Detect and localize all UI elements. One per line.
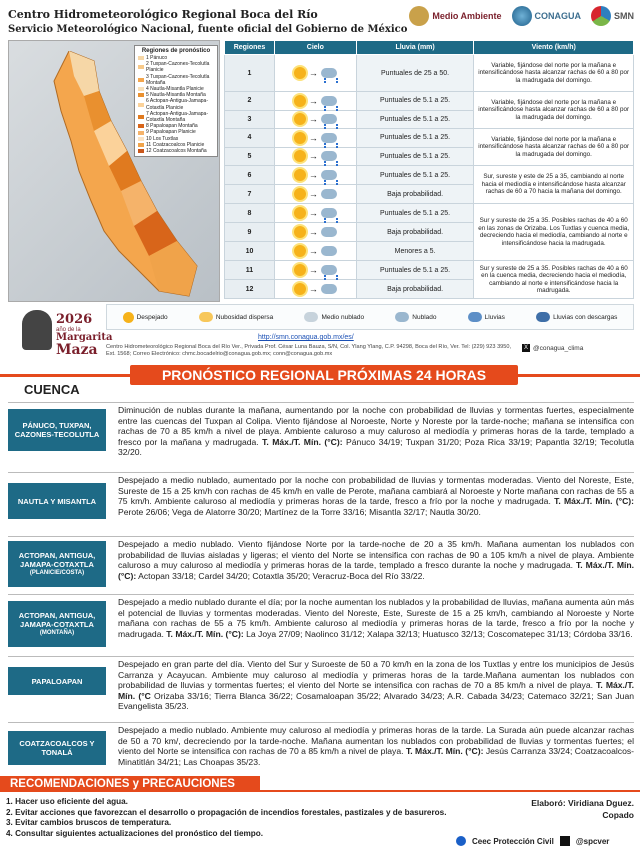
partly-cloudy-icon [304,312,318,322]
basin-label: ACTOPAN, ANTIGUA, JAMAPA-COTAXTLA (PLANICIE/COSTA) [8,541,106,587]
table-row [225,92,634,111]
arrow-right-icon: → [308,170,318,180]
legend-swatch [138,87,144,91]
legend-item: 9 Papaloapan Planicie [138,129,214,135]
rain-icon [321,68,337,78]
rain-cell: Puntuales de 5.1 a 25. [356,110,474,129]
legend-swatch [138,78,144,82]
list-item: 1. Hacer uso eficiente del agua. [6,797,128,806]
arrow-right-icon: → [308,189,318,199]
region-cell: 8 [225,204,275,223]
rain-cell: Menores a 5. [356,242,474,261]
arrow-right-icon: → [308,284,318,294]
weather-legend-item: Nubosidad dispersa [199,312,273,322]
arrow-right-icon: → [308,227,318,237]
weather-legend-item: Despejado [123,312,168,323]
basin-row [8,472,634,532]
reviewer: Copado [602,810,634,820]
table-row [225,166,634,185]
col-viento: Viento (km/h) [474,41,634,55]
rain-cell: Puntuales de 5.1 a 25. [356,261,474,280]
cloud-icon [321,227,337,237]
credits [508,797,634,821]
region-cell: 12 [225,280,275,299]
map-legend-title: Regiones de pronóstico [141,48,211,54]
address-text: Centro Hidrometeorológico Regional Boca del Río Ver., Privada Prof. César Luna Bauza, S/N, Col. Ylang Ylang, C.P. 94298, Boca del Río, Ver. Tel: (229) 923 3950, Ext. 1568; Correo Electrónico: chmc.bocadelrio@conagua.gob.mx; conn@conagua.gob.mx [106,344,512,357]
name-label-last: Maza [56,342,98,358]
legend-item: 12 Coatzacoalcos Montaña [138,148,214,154]
region-cell: 11 [225,261,275,280]
sky-cell [274,204,356,223]
social-handle[interactable]: X @conagua_clima [523,344,584,352]
rain-cell: Puntuales de 5.1 a 25. [356,166,474,185]
year-label: 2026 [56,312,93,327]
sun-icon [294,132,306,144]
legend-swatch [138,56,144,60]
legend-swatch [138,93,144,97]
x-handle[interactable]: @spcver [575,836,610,846]
legend-swatch [138,115,144,119]
wind-cell: Variable, fijándose del norte por la mañana e intensificándose hasta alcanzar rachas de 60 a 80 por la madrugada del domingo. [474,92,634,129]
rain-cell: Baja probabilidad. [356,223,474,242]
arrow-right-icon: → [308,208,318,218]
header [0,0,640,40]
forecast-table [224,40,634,299]
basin-label: PÁNUCO, TUXPAN, CAZONES-TECOLUTLA [8,409,106,451]
legend-swatch [138,137,144,141]
legend-item: 6 Actopan-Antigua-Jamapa-Cotaxtla Planicie [138,98,214,110]
wind-cell: Sur y sureste de 25 a 35. Posibles rachas de 40 a 60 en las zonas de Orizaba. Los Tuxtlas y cuenca media, decreciendo hacia el mediodía, cambiando al norte e intensificándose hacia la madrugada. [474,204,634,261]
wind-cell: Sur y sureste de 25 a 35. Posibles rachas de 40 a 60 en la cuenca media, decreciendo hacia el mediodía, cambiando al norte e intensificándose hacia la madrugada. [474,261,634,299]
basin-row [8,594,634,654]
legend-swatch [138,149,144,153]
list-item: 2. Evitar acciones que favorezcan el desarrollo o propagación de incendios forestales, pastizales y de basureros. [6,807,447,817]
rain-icon [321,151,337,161]
region-cell: 6 [225,166,275,185]
wind-cell: Sur, sureste y este de 25 a 35, cambiando al norte hacia el mediodía e intensificándose hasta alcanzar rachas de 60 a 70 hacia la mañana del domingo. [474,166,634,204]
recommendations-title: RECOMENDACIONES y PRECAUCIONES [0,776,260,792]
legend-item: 3 Tuxpan-Cazones-Tecolutla Montaña [138,74,214,86]
x-logo-icon: X [523,345,528,351]
sky-cell [274,261,356,280]
col-cielo: Cielo [274,41,356,55]
author: Elaboró: Viridiana Dguez. [531,798,634,808]
smn-logo: SMN [591,6,634,26]
basin-row [8,722,634,774]
sun-icon [294,95,306,107]
footer-social [456,836,609,846]
basin-row [8,536,634,594]
region-cell: 3 [225,110,275,129]
smn-emblem-icon [591,6,611,26]
rain-cell: Baja probabilidad. [356,280,474,299]
name-label: Margarita [56,332,113,343]
list-item: 3. Evitar cambios bruscos de temperatura. [6,818,172,827]
legend-item: 1 Pánuco [138,55,214,61]
sun-icon [294,67,306,79]
sun-icon [294,283,306,295]
col-lluvia: Lluvia (mm) [356,41,474,55]
sky-cell [274,280,356,299]
region-cell: 9 [225,223,275,242]
legend-swatch [138,103,144,107]
wind-cell: Variable, fijándose del norte por la mañana e intensificándose hasta alcanzar rachas de 60 a 80 por la madrugada del domingo. [474,129,634,166]
arrow-right-icon: → [308,114,318,125]
basin-forecast: Despejado a medio nublado, aumentado por la noche con probabilidad de lluvias y tormentas moderadas. Viento del Noreste, Este, Sureste de 15 a 25 km/h con rachas de 45 km/h en valle de Perote, mañana cambiará al Noroeste y Norte mañana con rachas de 55 a 75 km/h. Ambiente caluroso al mediodía y primeras horas de la tarde, fresco a frío por la noche y madrugada. T. Máx./T. Mín. (°C): Perote 26/06; Vega de Alatorre 30/20; Martínez de la Torre 33/16; Misantla 32/17; Nautla 30/20. [118,475,635,517]
basin-forecast: Diminución de nublas durante la mañana, aumentando por la noche con probabilidad de lluvias y tormentas fuertes, especialmente entre las cuencas del Tuxpan al Colipa. Viento fijándose al Noroeste, Norte y Noreste por la tarde-noche; mañana se intensifica con rachas de 70 a 85 km/h a nivel de playa. Ambiente caluroso a muy caluroso al mediodía y primeras horas de la tarde, templado a fresco por la mañana y madrugada. T. Máx./T. Mín. (°C): Pánuco 34/19; Tuxpan 31/20; Poza Rica 33/19; Papantla 32/19; Tecolutla 32/20. [118,405,635,457]
list-item: 4. Consultar siguientes actualizaciones del pronóstico del tiempo. [6,828,264,838]
facebook-handle[interactable]: Ceec Protección Civil [472,836,554,846]
wind-cell: Variable, fijándose del norte por la mañana e intensificándose hasta alcanzar rachas de 60 a 80 por la madrugada del domingo. [474,55,634,92]
sun-icon [294,226,306,238]
arrow-right-icon: → [308,95,318,106]
table-row [225,261,634,280]
legend-item: 5 Nautla-Misantla Montaña [138,92,214,98]
sky-cell [274,185,356,204]
region-cell: 7 [225,185,275,204]
sky-cell [274,166,356,185]
region-cell: 2 [225,92,275,111]
medio-ambiente-logo: Medio Ambiente [409,6,501,26]
arrow-right-icon: → [308,68,318,78]
sun-icon [294,207,306,219]
sky-cell [274,55,356,92]
basin-label: PAPALOAPAN [8,667,106,695]
facebook-icon [456,836,466,846]
rain-cell: Puntuales de 5.1 a 25. [356,147,474,166]
conagua-drop-icon [512,6,532,26]
sun-icon [294,113,306,125]
sun-icon [294,150,306,162]
sun-icon [123,312,134,323]
sky-cell [274,147,356,166]
sky-cell [274,92,356,111]
rain-icon [468,312,482,322]
portrait-icon [22,310,52,350]
rain-icon [321,208,337,218]
legend-item: 4 Nautla-Misantla Planicie [138,86,214,92]
arrow-right-icon: → [308,246,318,256]
rain-cell: Puntuales de 5.1 a 25. [356,204,474,223]
recommendations-list [6,797,446,839]
basin-forecast: Despejado a medio nublado durante el día; por la noche aumentan los nublados y la probabilidad de lluvias, mañana aumenta aún más el potencial de lluvias y tormentas moderadas. Viento del Noreste, Este, Sureste de 15 a 25 km/h, cambiando al Noroeste y Norte mañana con rachas de 55 a 75 km/h. Ambiente caluroso al mediodía y primeras horas de la tarde, fresco a frío por la noche y madrugada. T. Máx./T. Mín. (°C): La Joya 27/09; Naolinco 31/12; Xalapa 32/13; Huatusco 32/13; Coscomatepec 31/13; Córdoba 33/16. [118,597,634,639]
basin-label: COATZACOALCOS Y TONALÁ [8,731,106,765]
rain-cell: Puntuales de 25 a 50. [356,55,474,92]
cloud-icon [321,246,337,256]
conagua-logo: CONAGUA [512,6,582,26]
weather-legend-item: Medio nublado [304,312,364,322]
sky-cell [274,129,356,148]
smn-link[interactable]: http://smn.conagua.gob.mx/es/ [258,334,354,341]
sun-icon [294,169,306,181]
legend-item: 2 Tuxpan-Cazones-Tecolutla Planicie [138,61,214,73]
basin-forecast: Despejado a medio nublado. Viento fijándose Norte por la tarde-noche de 20 a 35 km/h. Mañana aumentan los nublados con probabilidad de lluvias aisladas y ligeras; el viento del Norte se intensifica con rachas de 90 a 105 km/h a nivel de playa. Ambiente caluroso a muy caluroso al mediodía y primeras horas de la tarde, templado a fresco durante la noche y madrugada. T. Máx./T. Mín. (°C): Actopan 33/18; Cardel 34/20; Cotaxtla 35/20; Veracruz-Boca del Río 33/22. [118,539,635,581]
region-cell: 4 [225,129,275,148]
region-cell: 10 [225,242,275,261]
legend-swatch [138,124,144,128]
sun-icon [294,188,306,200]
forecast-banner: PRONÓSTICO REGIONAL PRÓXIMAS 24 HORAS [130,365,518,385]
legend-swatch [138,131,144,135]
map-legend [134,45,218,157]
cuenca-heading: CUENCA [24,382,80,397]
rain-cell: Baja probabilidad. [356,185,474,204]
table-row [225,204,634,223]
table-row [225,129,634,148]
sun-icon [294,264,306,276]
arrow-right-icon: → [308,132,318,143]
rain-icon [321,170,337,180]
sky-cell [274,223,356,242]
sky-cell [274,110,356,129]
arrow-right-icon: → [308,265,318,275]
cloud-icon [321,284,337,294]
legend-item: 7 Actopan-Antigua-Jamapa-Cotaxtla Montaña [138,111,214,123]
rain-icon [321,265,337,275]
legend-swatch [138,65,144,69]
basin-label: ACTOPAN, ANTIGUA, JAMAPA-COTAXTLA (MONTAÑA) [8,601,106,647]
sky-cell [274,242,356,261]
col-regiones: Regiones [225,41,275,55]
weather-legend-item: Nublado [395,312,436,322]
sun-cloud-icon [199,312,213,322]
year-subtitle: año de la [56,327,81,333]
weather-legend-item: Lluvias con descargas [536,312,617,322]
legend-item: 8 Papaloapan Montaña [138,123,214,129]
page-title: Centro Hidrometeorológico Regional Boca del Río [8,8,318,21]
page-subtitle: Servicio Meteorológico Nacional, fuente oficial del Gobierno de México [8,24,408,35]
region-cell: 1 [225,55,275,92]
arrow-right-icon: → [308,151,318,162]
rain-icon [321,96,337,106]
rain-icon [321,114,337,124]
table-row [225,55,634,92]
cloud-icon [321,189,337,199]
rain-icon [321,133,337,143]
legend-swatch [138,143,144,147]
x-logo-icon [560,836,570,846]
legend-item: 10 Los Tuxtlas [138,136,214,142]
legend-item: 11 Coatzacoalcos Planicie [138,142,214,148]
rain-cell: Puntuales de 5.1 a 25. [356,129,474,148]
forecast-region-map [8,40,220,302]
storm-icon [536,312,550,322]
basin-forecast: Despejado en gran parte del día. Viento del Sur y Suroeste de 50 a 70 km/h en la zona de los Tuxtlas y entre los municipios de Jesús Carranza y Acayucan. Ambiente muy caluroso al mediodía y primeras horas de la tarde.Mañana aumentan los nublados con probabilidad de lluvias y tormentas fuertes; el viento del Norte se intensifica con rachas de 70 a 85 km/h a nivel de playa. T. Máx./T. Mín. (°C Orizaba 33/16; Tierra Blanca 36/22; Cosamaloapan 35/22; Alvarado 34/23; A.R. Cabada 34/23; Catemaco 32/21; San Juan Evangelista 35/23. [118,659,635,711]
basin-label: NAUTLA Y MISANTLA [8,483,106,519]
weather-legend-item: Lluvias [468,312,505,322]
basin-row [8,656,634,718]
sun-icon [294,245,306,257]
weather-legend [106,304,634,330]
medio-ambiente-emblem-icon [409,6,429,26]
region-cell: 5 [225,147,275,166]
basin-forecast: Despejado a medio nublado. Ambiente muy caluroso al mediodía y primeras horas de la tarde. La Surada aún puede alcanzar rachas de 50 a 70 km/, decreciendo por la tarde-noche. Mañana aumentan los nublados con probabilidad de lluvias y tormentas fuertes; el viento del Norte se intensifica con rachas de 70 a 85 km/h a nivel de playa. T. Máx./T. Mín. (°C): Jesús Carranza 33/24; Coatzacoalcos-Minatitlán 34/21; Las Choapas 35/23. [118,725,635,767]
cloud-icon [395,312,409,322]
table-header-row [225,41,634,55]
basin-row [8,402,634,464]
logo-bar [409,6,634,26]
rain-cell: Puntuales de 5.1 a 25. [356,92,474,111]
margarita-maza-badge [22,310,113,358]
